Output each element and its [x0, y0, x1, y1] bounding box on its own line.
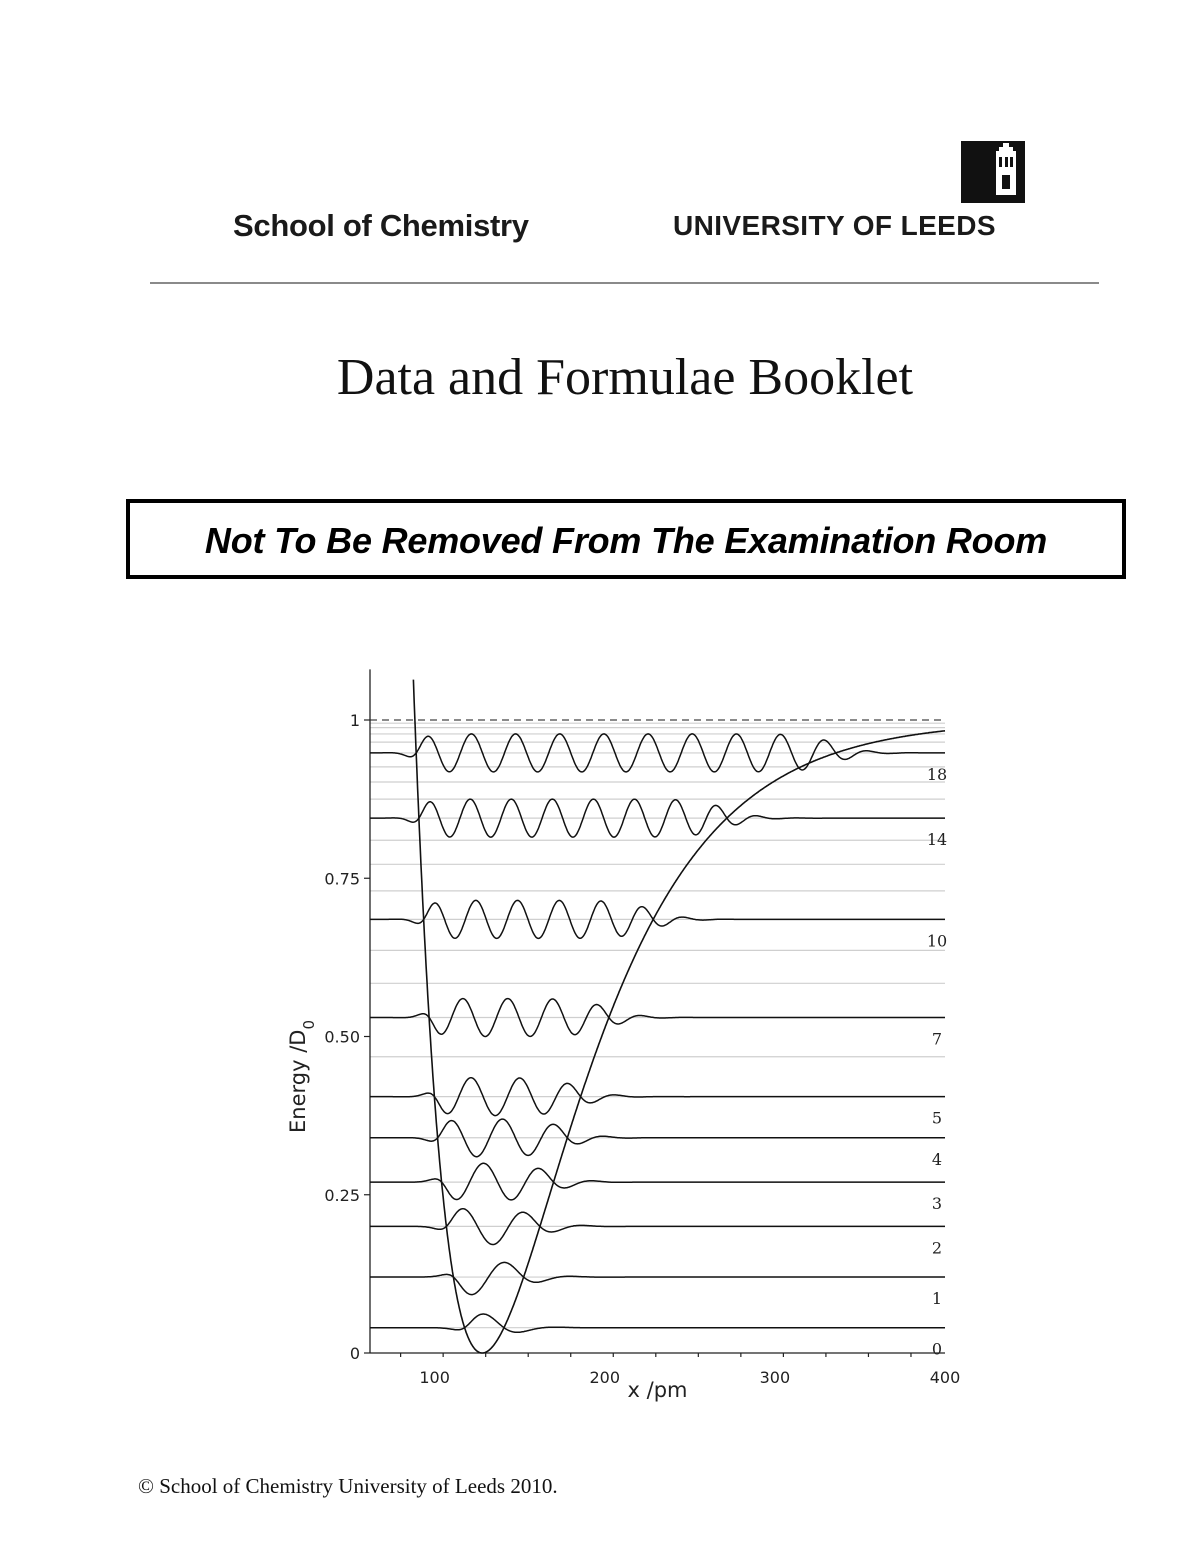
department-name: School of Chemistry	[233, 208, 529, 243]
level-label: 7	[931, 1029, 943, 1049]
y-tick-label: 0.25	[324, 1185, 360, 1205]
university-name: UNIVERSITY OF LEEDS	[673, 210, 996, 241]
level-label: 18	[926, 764, 948, 784]
level-label: 5	[931, 1108, 943, 1128]
x-axis-label: x /pm	[627, 1378, 688, 1402]
level-label: 2	[931, 1238, 943, 1258]
y-tick-label: 1	[349, 711, 360, 730]
page-title: Data and Formulae Booklet	[336, 349, 914, 406]
level-label: 10	[926, 931, 948, 951]
level-label: 1	[931, 1289, 943, 1309]
x-tick-label: 400	[929, 1368, 961, 1387]
wavefunctions	[370, 734, 947, 1359]
morse-potential-chart	[270, 640, 990, 1420]
energy-guide-lines	[370, 723, 948, 1328]
y-tick-label: 0.75	[324, 869, 360, 889]
university-crest-icon	[961, 141, 1025, 203]
warning-text: Not To Be Removed From The Examination Room	[204, 520, 1048, 561]
level-label: 4	[931, 1149, 943, 1169]
level-label: 0	[931, 1339, 943, 1359]
x-tick-label: 200	[589, 1368, 621, 1387]
x-tick-label: 100	[419, 1368, 450, 1387]
level-label: 14	[926, 830, 948, 850]
header-divider	[150, 282, 1099, 284]
x-tick-label: 300	[759, 1368, 791, 1387]
wavefunction-v0	[370, 1314, 945, 1332]
level-label: 3	[931, 1194, 943, 1214]
copyright-footer: © School of Chemistry University of Leeds 2010.	[138, 1474, 558, 1498]
y-tick-label: 0.50	[324, 1027, 360, 1047]
potential-curve	[413, 680, 948, 1353]
y-tick-label: 0	[349, 1344, 360, 1363]
warning-box	[126, 499, 1126, 579]
y-axis-label: Energy $/D_0$	[286, 1020, 318, 1133]
